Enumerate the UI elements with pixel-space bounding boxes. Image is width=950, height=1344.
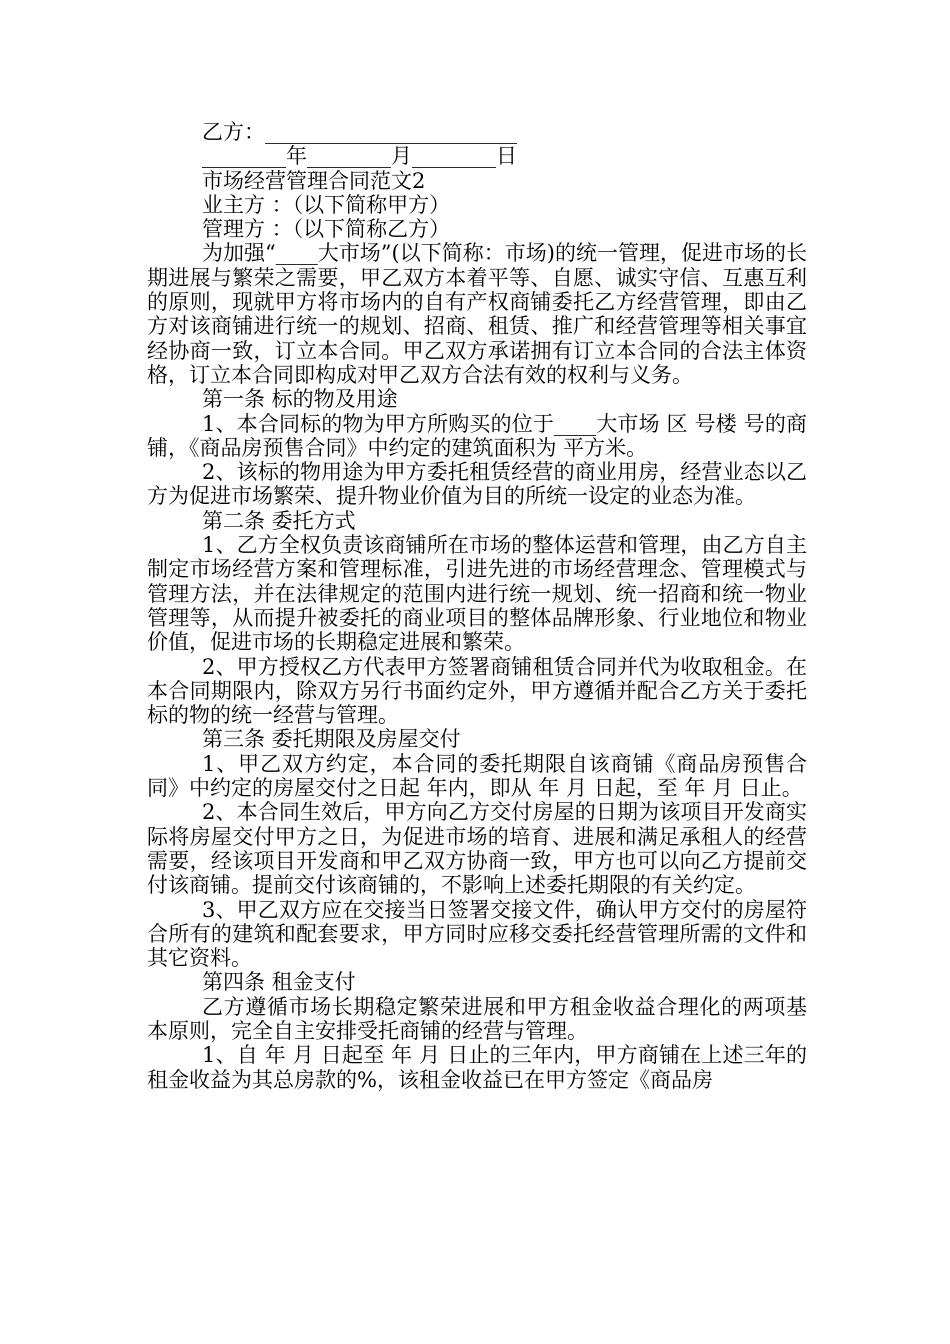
article-4-title: 第四条 租金支付 <box>202 970 356 995</box>
article-3-title: 第三条 委托期限及房屋交付 <box>202 727 461 752</box>
article-2-title: 第二条 委托方式 <box>202 508 356 533</box>
article-2-clause-1: 1、乙方全权负责该商铺所在市场的整体运营和管理，由乙方自主制定市场经营方案和管理标准，引进先进的市场经营理念、管理模式与管理方法，并在法律规定的范围内进行统一规划、统一招商和统一物业管理等，从而提升被委托的商业项目的整体品牌形象、行业地位和物业价值，促进市场的长期稳定进展和繁荣。 <box>147 533 807 655</box>
article-4-clause-1: 1、自 年 月 日起至 年 月 日止的三年内，甲方商铺在上述三年的租金收益为其总房款的%，该租金收益已在甲方签定《商品房 <box>147 1043 807 1092</box>
document-heading: 市场经营管理合同范文2 <box>202 168 426 193</box>
article-3-clause-2: 2、本合同生效后，甲方向乙方交付房屋的日期为该项目开发商实际将房屋交付甲方之日，为促进市场的培育、进展和满足承租人的经营需要，经该项目开发商和甲乙双方协商一致，甲方也可以向乙方提前交付该商铺。提前交付该商铺的，不影响上述委托期限的有关约定。 <box>147 800 807 898</box>
article-4-preamble: 乙方遵循市场长期稳定繁荣进展和甲方租金收益合理化的两项基本原则，完全自主安排受托商铺的经营与管理。 <box>147 994 807 1043</box>
article-2-clause-2: 2、甲方授权乙方代表甲方签署商铺租赁合同并代为收取租金。在本合同期限内，除双方另行书面约定外，甲方遵循并配合乙方关于委托标的物的统一经营与管理。 <box>147 654 807 728</box>
signature-date-line: ________年________月________日 <box>202 144 517 169</box>
article-3-clause-1: 1、甲乙双方约定，本合同的委托期限自该商铺《商品房预售合同》中约定的房屋交付之日起 年内，即从 年 月 日起，至 年 月 日止。 <box>147 751 807 801</box>
manager-party-line: 管理方 ：（以下简称乙方） <box>202 217 451 242</box>
document-body <box>147 120 807 1092</box>
article-1-title: 第一条 标的物及用途 <box>202 387 398 412</box>
article-1-clause-1: 1、本合同标的物为甲方所购买的位于____大市场 区 号楼 号的商铺，《商品房预售合同》中约定的建筑面积为 平方米。 <box>147 411 807 460</box>
party-b-signature-line: 乙方：________________________ <box>202 120 517 144</box>
intro-paragraph: 为加强“____大市场”(以下简称：市场)的统一管理，促进市场的长期进展与繁荣之需要，甲乙双方本着平等、自愿、诚实守信、互惠互利的原则，现就甲方将市场内的自有产权商铺委托乙方经营管理，即由乙方对该商铺进行统一的规划、招商、租赁、推广和经营管理等相关事宜经协商一致，订立本合同。甲乙双方承诺拥有订立本合同的合法主体资格，订立本合同即构成对甲乙双方合法有效的权利与义务。 <box>147 241 807 387</box>
owner-party-line: 业主方 ：（以下简称甲方） <box>202 192 451 217</box>
article-1-clause-2: 2、该标的物用途为甲方委托租赁经营的商业用房，经营业态以乙方为促进市场繁荣、提升物业价值为目的所统一设定的业态为准。 <box>147 460 807 509</box>
article-3-clause-3: 3、甲乙双方应在交接当日签署交接文件，确认甲方交付的房屋符合所有的建筑和配套要求，甲方同时应移交委托经营管理所需的文件和其它资料。 <box>147 897 807 971</box>
